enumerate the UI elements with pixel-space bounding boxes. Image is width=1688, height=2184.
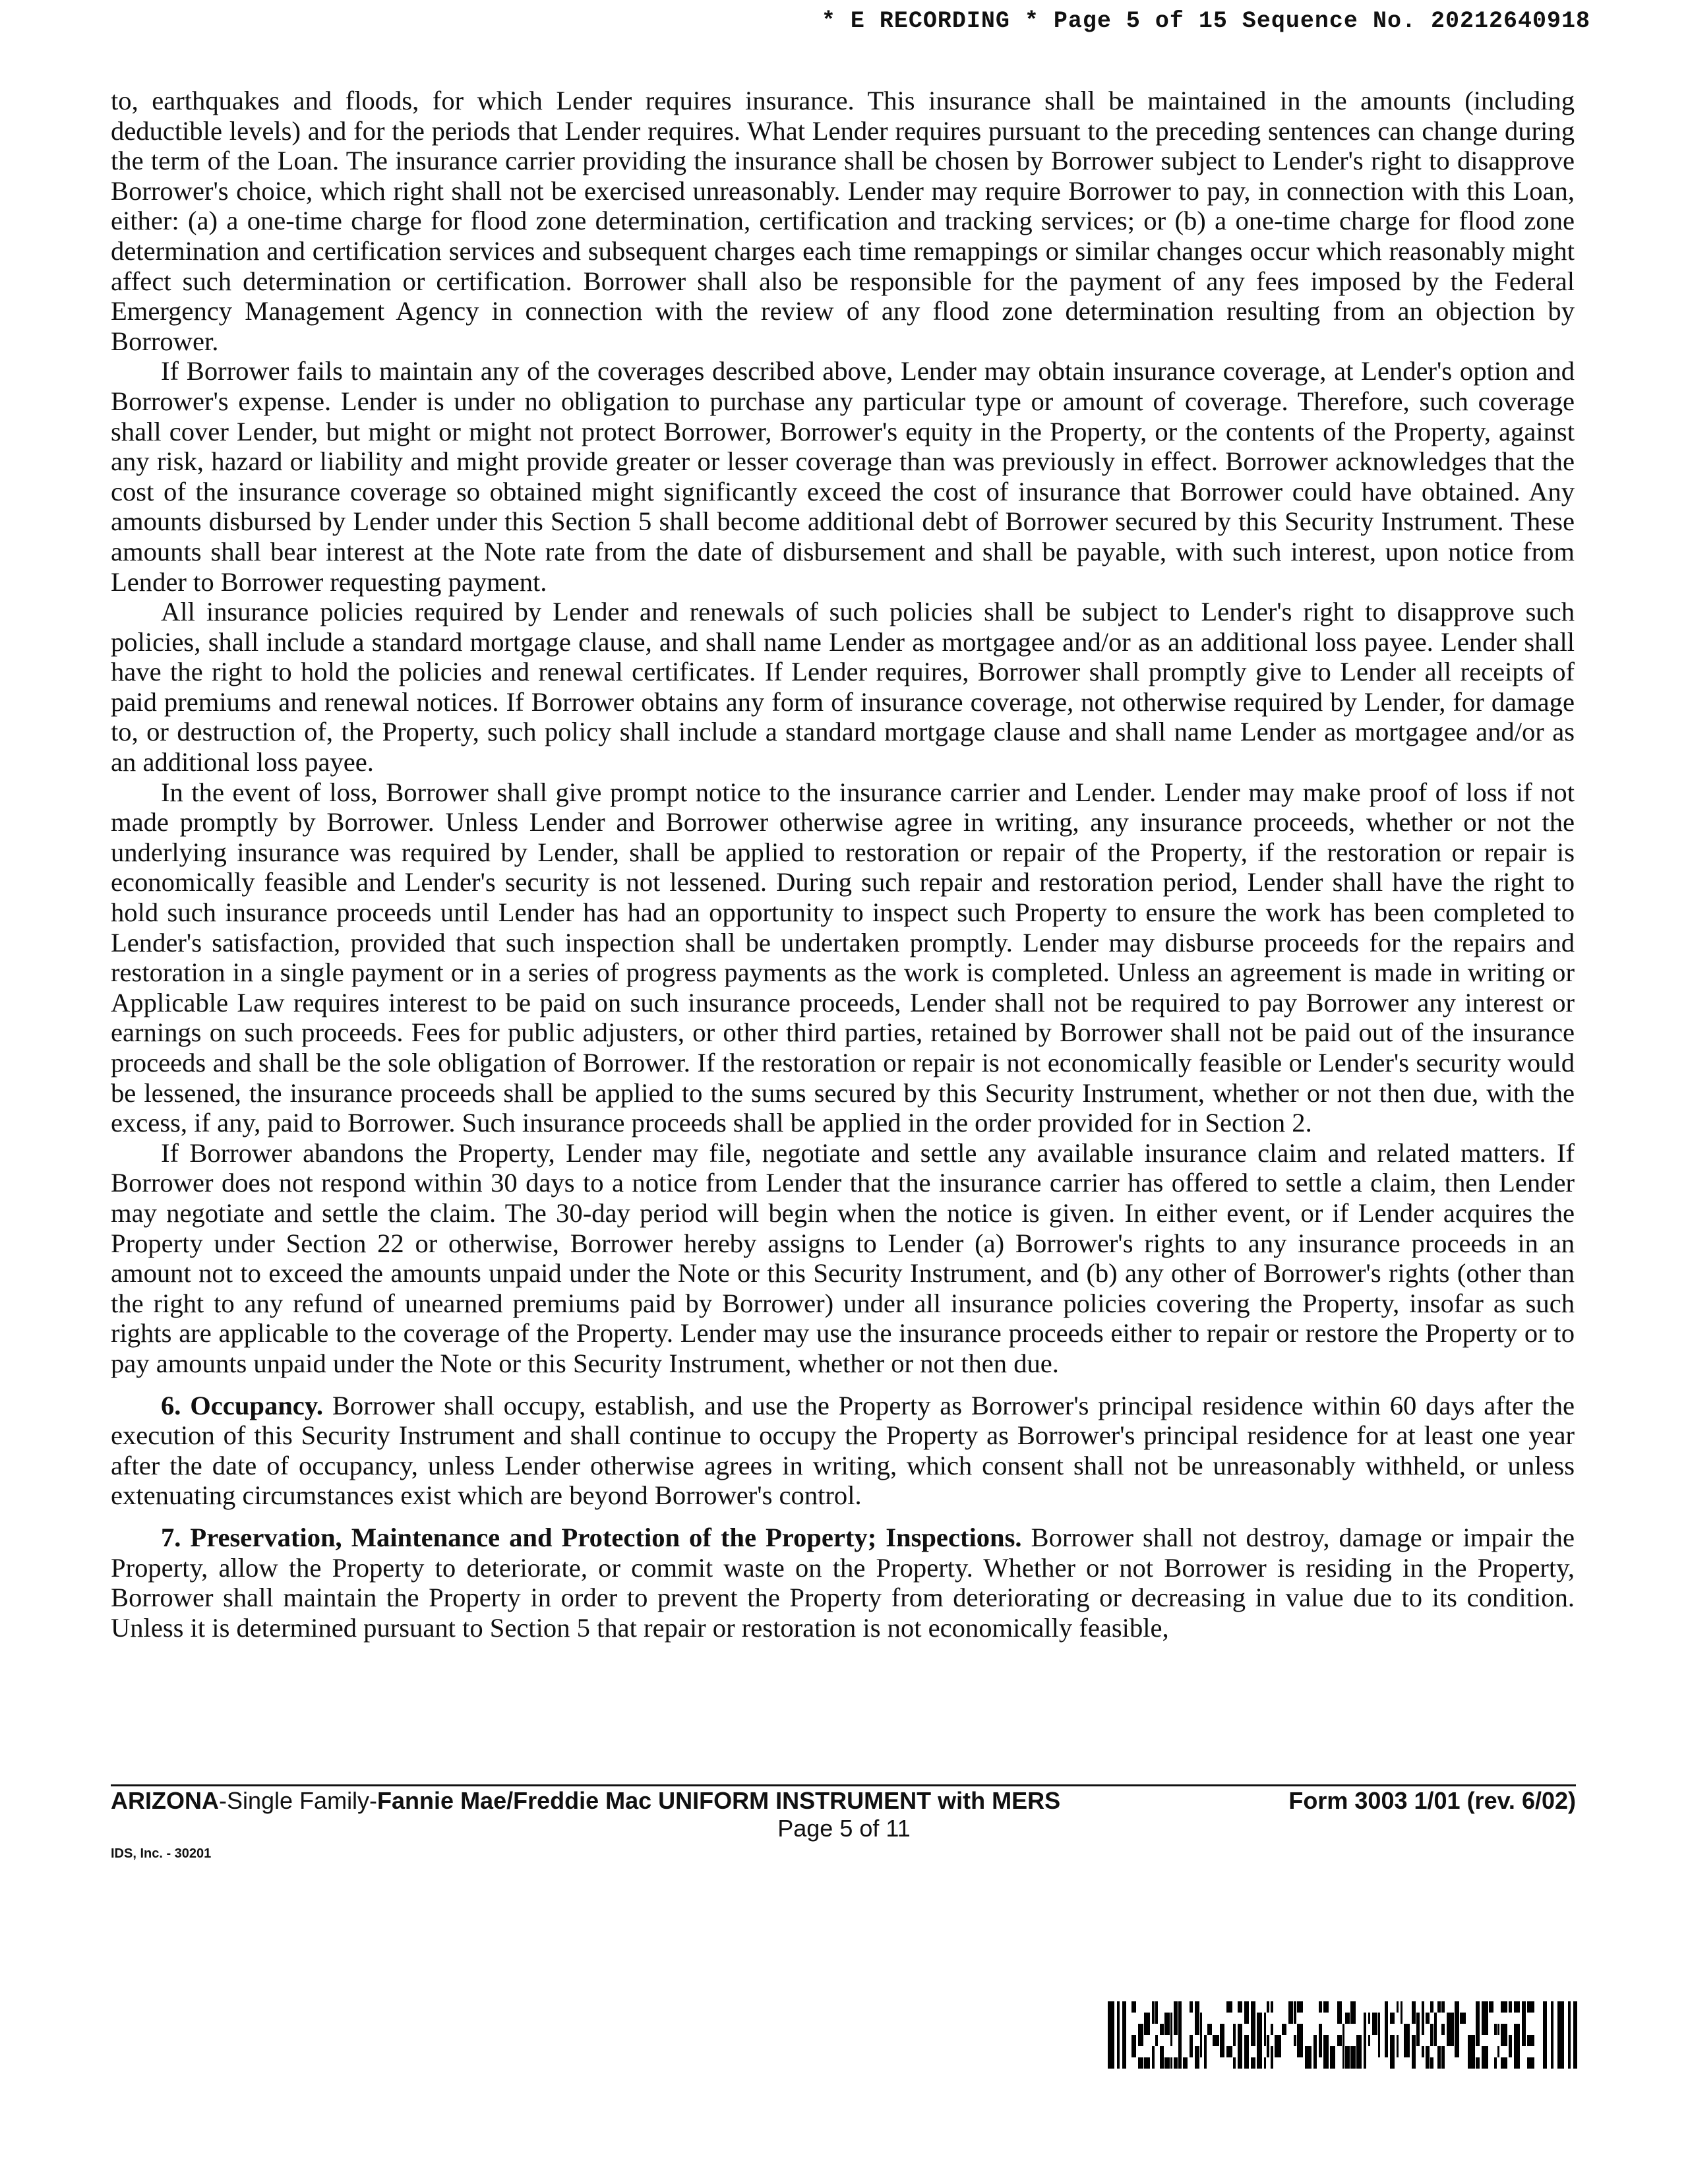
paragraph: to, earthquakes and floods, for which Lender requires insurance. This insurance shall be maintained in the amounts (including deductible levels) and for the periods that Lender requires. What Lender requires pursuant to the preceding sentences can change during the term of the Loan. The insurance carrier providing the insurance shall be chosen by Borrower subject to Lender's right to disapprove Borrower's choice, which right shall not be exercised unreasonably. Lender may require Borrower to pay, in connection with this Loan, either: (a) a one-time charge for flood zone determination, certification and tracking services; or (b) a one-time charge for flood zone determination and certification services and subsequent charges each time remappings or similar changes occur which reasonably might affect such determination or certification. Borrower shall also be responsible for the payment of any fees imposed by the Federal Emergency Management Agency in connection with the review of any flood zone determination resulting from an objection by Borrower.: [111, 86, 1575, 356]
ids-code: IDS, Inc. - 30201: [111, 1846, 212, 1861]
paragraph: All insurance policies required by Lender and renewals of such policies shall be subject to Lender's right to disapprove such policies, shall include a standard mortgage clause, and shall name Lender as mortgagee and/or as an additional loss payee. Lender shall have the right to hold the policies and renewal certificates. If Lender requires, Borrower shall promptly give to Lender all receipts of paid premiums and renewal notices. If Borrower obtains any form of insurance coverage, not otherwise required by Lender, for damage to, or destruction of, the Property, such policy shall include a standard mortgage clause and shall name Lender as mortgagee and/or as an additional loss payee.: [111, 597, 1575, 777]
paragraph: In the event of loss, Borrower shall give prompt notice to the insurance carrier and Lender. Lender may make proof of loss if not made promptly by Borrower. Unless Lender and Borrower otherwise agree in writing, any insurance proceeds, whether or not the underlying insurance was required by Lender, shall be applied to restoration or repair of the Property, if the restoration or repair is economically feasible and Lender's security is not lessened. During such repair and restoration period, Lender shall have the right to hold such insurance proceeds until Lender has had an opportunity to inspect such Property to ensure the work has been completed to Lender's satisfaction, provided that such inspection shall be undertaken promptly. Lender may disburse proceeds for the repairs and restoration in a single payment or in a series of progress payments as the work is completed. Unless an agreement is made in writing or Applicable Law requires interest to be paid on such insurance proceeds, Lender shall not be required to pay Borrower any interest or earnings on such proceeds. Fees for public adjusters, or other third parties, retained by Borrower shall not be paid out of the insurance proceeds and shall be the sole obligation of Borrower. If the restoration or repair is not economically feasible or Lender's security would be lessened, the insurance proceeds shall be applied to the sums secured by this Security Instrument, whether or not then due, with the excess, if any, paid to Borrower. Such insurance proceeds shall be applied in the order provided for in Section 2.: [111, 777, 1575, 1138]
paragraph: If Borrower abandons the Property, Lender may file, negotiate and settle any available insurance claim and related matters. If Borrower does not respond within 30 days to a notice from Lender that the insurance carrier has offered to settle a claim, then Lender may negotiate and settle the claim. The 30-day period will begin when the notice is given. In either event, or if Lender acquires the Property under Section 22 or otherwise, Borrower hereby assigns to Lender (a) Borrower's rights to any insurance proceeds in an amount not to exceed the amounts unpaid under the Note or this Security Instrument, and (b) any other of Borrower's rights (other than the right to any refund of unearned premiums paid by Borrower) under all insurance policies covering the Property, insofar as such rights are applicable to the coverage of the Property. Lender may use the insurance proceeds either to repair or restore the Property or to pay amounts unpaid under the Note or this Security Instrument, whether or not then due.: [111, 1138, 1575, 1378]
footer-instrument: Fannie Mae/Freddie Mac UNIFORM INSTRUMENT with MERS: [377, 1787, 1061, 1814]
section-heading: 7. Preservation, Maintenance and Protection of the Property; Inspections.: [161, 1522, 1022, 1552]
page-number: Page 5 of 11: [777, 1815, 911, 1842]
footer-divider: [111, 1784, 1576, 1786]
document-body: [111, 86, 1575, 1643]
footer-form-number: Form 3003 1/01 (rev. 6/02): [1288, 1787, 1576, 1814]
section-heading: 6. Occupancy.: [161, 1390, 324, 1420]
section-7-preservation: [111, 1523, 1575, 1643]
section-text: Borrower shall occupy, establish, and use the Property as Borrower's principal residence within 60 days after the execution of this Security Instrument and shall continue to occupy the Property as Borrower's principal residence for at least one year after the date of occupancy, unless Lender otherwise agrees in writing, which consent shall not be unreasonably withheld, or unless extenuating circumstances exist which are beyond Borrower's control.: [111, 1390, 1575, 1511]
footer-type: -Single Family-: [219, 1787, 378, 1814]
paragraph: If Borrower fails to maintain any of the coverages described above, Lender may obtain insurance coverage, at Lender's option and Borrower's expense. Lender is under no obligation to purchase any particular type or amount of coverage. Therefore, such coverage shall cover Lender, but might or might not protect Borrower, Borrower's equity in the Property, or the contents of the Property, against any risk, hazard or liability and might provide greater or lesser coverage than was previously in effect. Borrower acknowledges that the cost of the insurance coverage so obtained might significantly exceed the cost of insurance that Borrower could have obtained. Any amounts disbursed by Lender under this Section 5 shall become additional debt of Borrower secured by this Security Instrument. These amounts shall bear interest at the Note rate from the date of disbursement and shall be payable, with such interest, upon notice from Lender to Borrower requesting payment.: [111, 356, 1575, 597]
barcode-image: [1108, 2001, 1577, 2069]
section-6-occupancy: [111, 1391, 1575, 1511]
recording-header: * E RECORDING * Page 5 of 15 Sequence No. 20212640918: [821, 8, 1590, 34]
footer-state: ARIZONA: [111, 1787, 219, 1814]
form-footer: [111, 1787, 1576, 1815]
section-text: Borrower shall not destroy, damage or impair the Property, allow the Property to deteriorate, or commit waste on the Property. Whether or not Borrower is residing in the Property, Borrower shall maintain the Property in order to prevent the Property from deteriorating or decreasing in value due to its condition. Unless it is determined pursuant to Section 5 that repair or restoration is not economically feasible,: [111, 1522, 1575, 1643]
